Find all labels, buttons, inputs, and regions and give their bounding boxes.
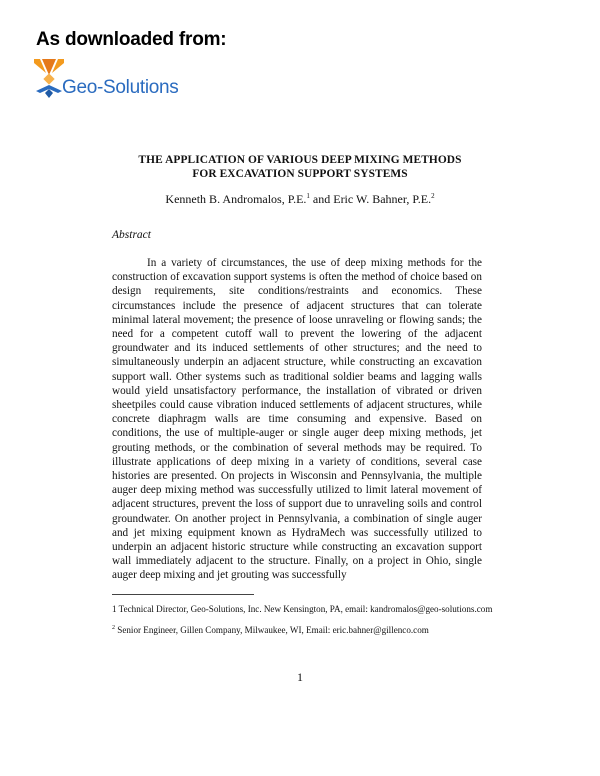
geo-solutions-logo[interactable]	[34, 58, 184, 102]
author-1-footnote-mark: 1	[306, 192, 310, 200]
author-line	[0, 192, 600, 207]
author-join: and	[309, 192, 334, 206]
footnote-2-text: Senior Engineer, Gillen Company, Milwaukee, WI, Email: eric.bahner@gillenco.com	[115, 625, 429, 636]
footnote-1: 1 Technical Director, Geo-Solutions, Inc. New Kensington, PA, email: kandromalos@geo-solutions.com	[112, 604, 493, 614]
footnote-2	[112, 625, 552, 635]
abstract-body: In a variety of circumstances, the use of deep mixing methods for the construction of excavation support systems is often the method of choice based on design requirements, site conditions/restraints and economics. These circumstances include the presence of adjacent structures that can tolerate minimal lateral movement; the presence of loose unraveling or flowing sands; the need for a competent cutoff wall to prevent the lowering of the adjacent groundwater and its induced settlements of other structures; and the need to simultaneously underpin an adjacent structure, while constructing an excavation support wall. Other systems such as traditional soldier beams and lagging walls would yield unsatisfactory performance, the installation of vibrated or driven sheetpiles could cause vibration induced settlements of adjacent structures, while concrete diaphragm walls are time consuming and expensive. Based on conditions, the use of multiple-auger or single auger deep mixing methods, jet grouting methods, or the combination of several methods may be required. To illustrate applications of deep mixing in a variety of conditions, several case histories are presented. On projects in Wisconsin and Pennsylvania, the multiple auger deep mixing method was successfully utilized to limit lateral movement of adjacent structures, prevent the loss of support due to unraveling soils and control groundwater. On another project in Pennsylvania, a combination of single auger and jet mixing equipment known as HydraMech was successfully utilized to underpin an adjacent historic structure while constructing an excavation support wall immediately adjacent to the structure. Finally, on a project in Ohio, single auger deep mixing and jet grouting was successfully	[112, 257, 482, 582]
author-1: Kenneth B. Andromalos, P.E.	[165, 192, 307, 206]
abstract-heading: Abstract	[112, 229, 151, 241]
logo-mark-icon	[34, 58, 64, 100]
author-2: Eric W. Bahner, P.E.	[333, 192, 432, 206]
footnote-2-mark: 2	[112, 625, 115, 631]
author-2-footnote-mark: 2	[431, 192, 435, 200]
logo-wordmark: Geo-Solutions	[62, 77, 179, 98]
footnote-divider	[112, 594, 254, 595]
paper-title-line-1: THE APPLICATION OF VARIOUS DEEP MIXING METHODS	[138, 154, 462, 166]
download-banner: As downloaded from:	[36, 29, 227, 50]
paper-title-line-2: FOR EXCAVATION SUPPORT SYSTEMS	[192, 168, 408, 180]
page-number: 1	[297, 670, 303, 684]
